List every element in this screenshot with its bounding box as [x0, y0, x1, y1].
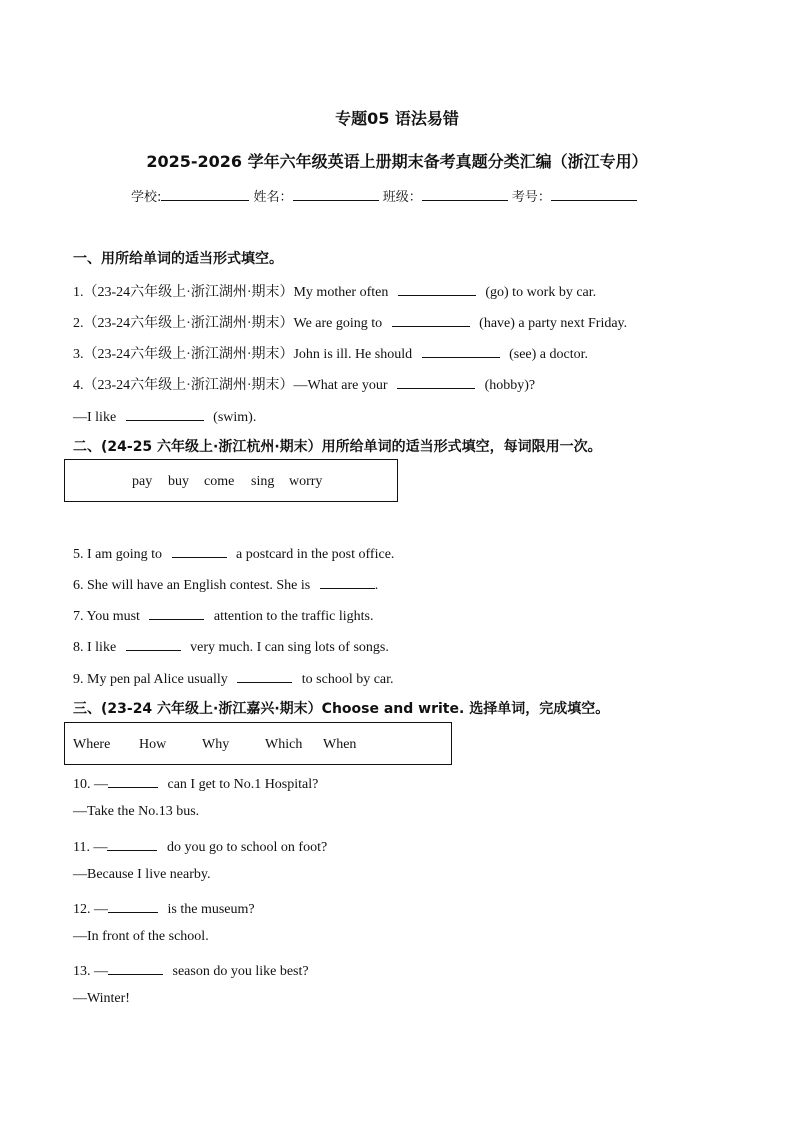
word-bank-item: When [323, 737, 357, 752]
doc-subtitle: 2025-2026 学年六年级英语上册期末备考真题分类汇编（浙江专用） [146, 152, 648, 171]
answer-blank[interactable] [149, 605, 204, 620]
answer-blank[interactable] [320, 574, 375, 589]
word-bank-item: Where [73, 737, 111, 752]
school-label: 学校: [131, 190, 162, 205]
question-8: 8. I like very much. I can sing lots of songs. [73, 636, 389, 656]
word-bank-item: pay [132, 474, 153, 489]
question-13: 13. — season do you like best? [73, 960, 309, 980]
answer-blank[interactable] [107, 836, 157, 851]
answer-blank[interactable] [237, 668, 292, 683]
word-bank-box [64, 459, 398, 502]
question-11-reply: —Because I live nearby. [73, 867, 211, 882]
question-9: 9. My pen pal Alice usually to school by car. [73, 668, 394, 688]
number-label: 考号： [511, 190, 551, 205]
info-line [131, 186, 637, 205]
answer-blank[interactable] [397, 374, 475, 389]
question-7: 7. You must attention to the traffic lights. [73, 605, 373, 625]
section1-heading: 一、用所给单词的适当形式填空。 [73, 251, 283, 267]
name-label: 姓名： [253, 190, 293, 205]
question-10: 10. — can I get to No.1 Hospital? [73, 773, 318, 793]
question-6: 6. She will have an English contest. She is . [73, 574, 378, 594]
class-label: 班级： [382, 190, 422, 205]
answer-blank[interactable] [108, 773, 158, 788]
word-bank-item: Which [265, 737, 303, 752]
question-10-reply: —Take the No.13 bus. [73, 804, 200, 819]
answer-blank[interactable] [108, 960, 163, 975]
question-2: 2.（23-24六年级上·浙江湖州·期末）We are going to (have) a party next Friday. [73, 312, 627, 332]
section3-heading: 三、(23-24 六年级上·浙江嘉兴·期末）Choose and write. 选择单词，完成填空。 [73, 701, 610, 717]
question-12: 12. — is the museum? [73, 898, 255, 918]
answer-blank[interactable] [126, 636, 181, 651]
question-13-reply: —Winter! [73, 991, 130, 1006]
word-bank-item: How [139, 737, 167, 752]
answer-blank[interactable] [398, 281, 476, 296]
word-bank-item: worry [289, 474, 323, 489]
question-4: 4.（23-24六年级上·浙江湖州·期末）—What are your (hobby)? [73, 374, 535, 394]
question-1: 1.（23-24六年级上·浙江湖州·期末）My mother often (go) to work by car. [73, 281, 596, 301]
answer-blank[interactable] [126, 406, 204, 421]
question-4-reply: —I like (swim). [73, 406, 256, 426]
class-field[interactable] [422, 186, 508, 201]
name-field[interactable] [293, 186, 379, 201]
word-bank-item: buy [168, 474, 189, 489]
question-3: 3.（23-24六年级上·浙江湖州·期末）John is ill. He should (see) a doctor. [73, 343, 588, 363]
question-11: 11. — do you go to school on foot? [73, 836, 327, 856]
word-bank-box [64, 722, 452, 765]
school-field[interactable] [161, 186, 249, 201]
question-5: 5. I am going to a postcard in the post office. [73, 543, 394, 563]
answer-blank[interactable] [422, 343, 500, 358]
word-bank-item: Why [202, 737, 230, 752]
question-12-reply: —In front of the school. [73, 929, 209, 944]
answer-blank[interactable] [172, 543, 227, 558]
answer-blank[interactable] [392, 312, 470, 327]
word-bank-item: come [204, 474, 235, 489]
doc-title: 专题05 语法易错 [335, 109, 459, 128]
section2-heading: 二、(24-25 六年级上·浙江杭州·期末）用所给单词的适当形式填空，每词限用一次。 [73, 439, 602, 455]
number-field[interactable] [551, 186, 637, 201]
answer-blank[interactable] [108, 898, 158, 913]
word-bank-item: sing [251, 474, 275, 489]
